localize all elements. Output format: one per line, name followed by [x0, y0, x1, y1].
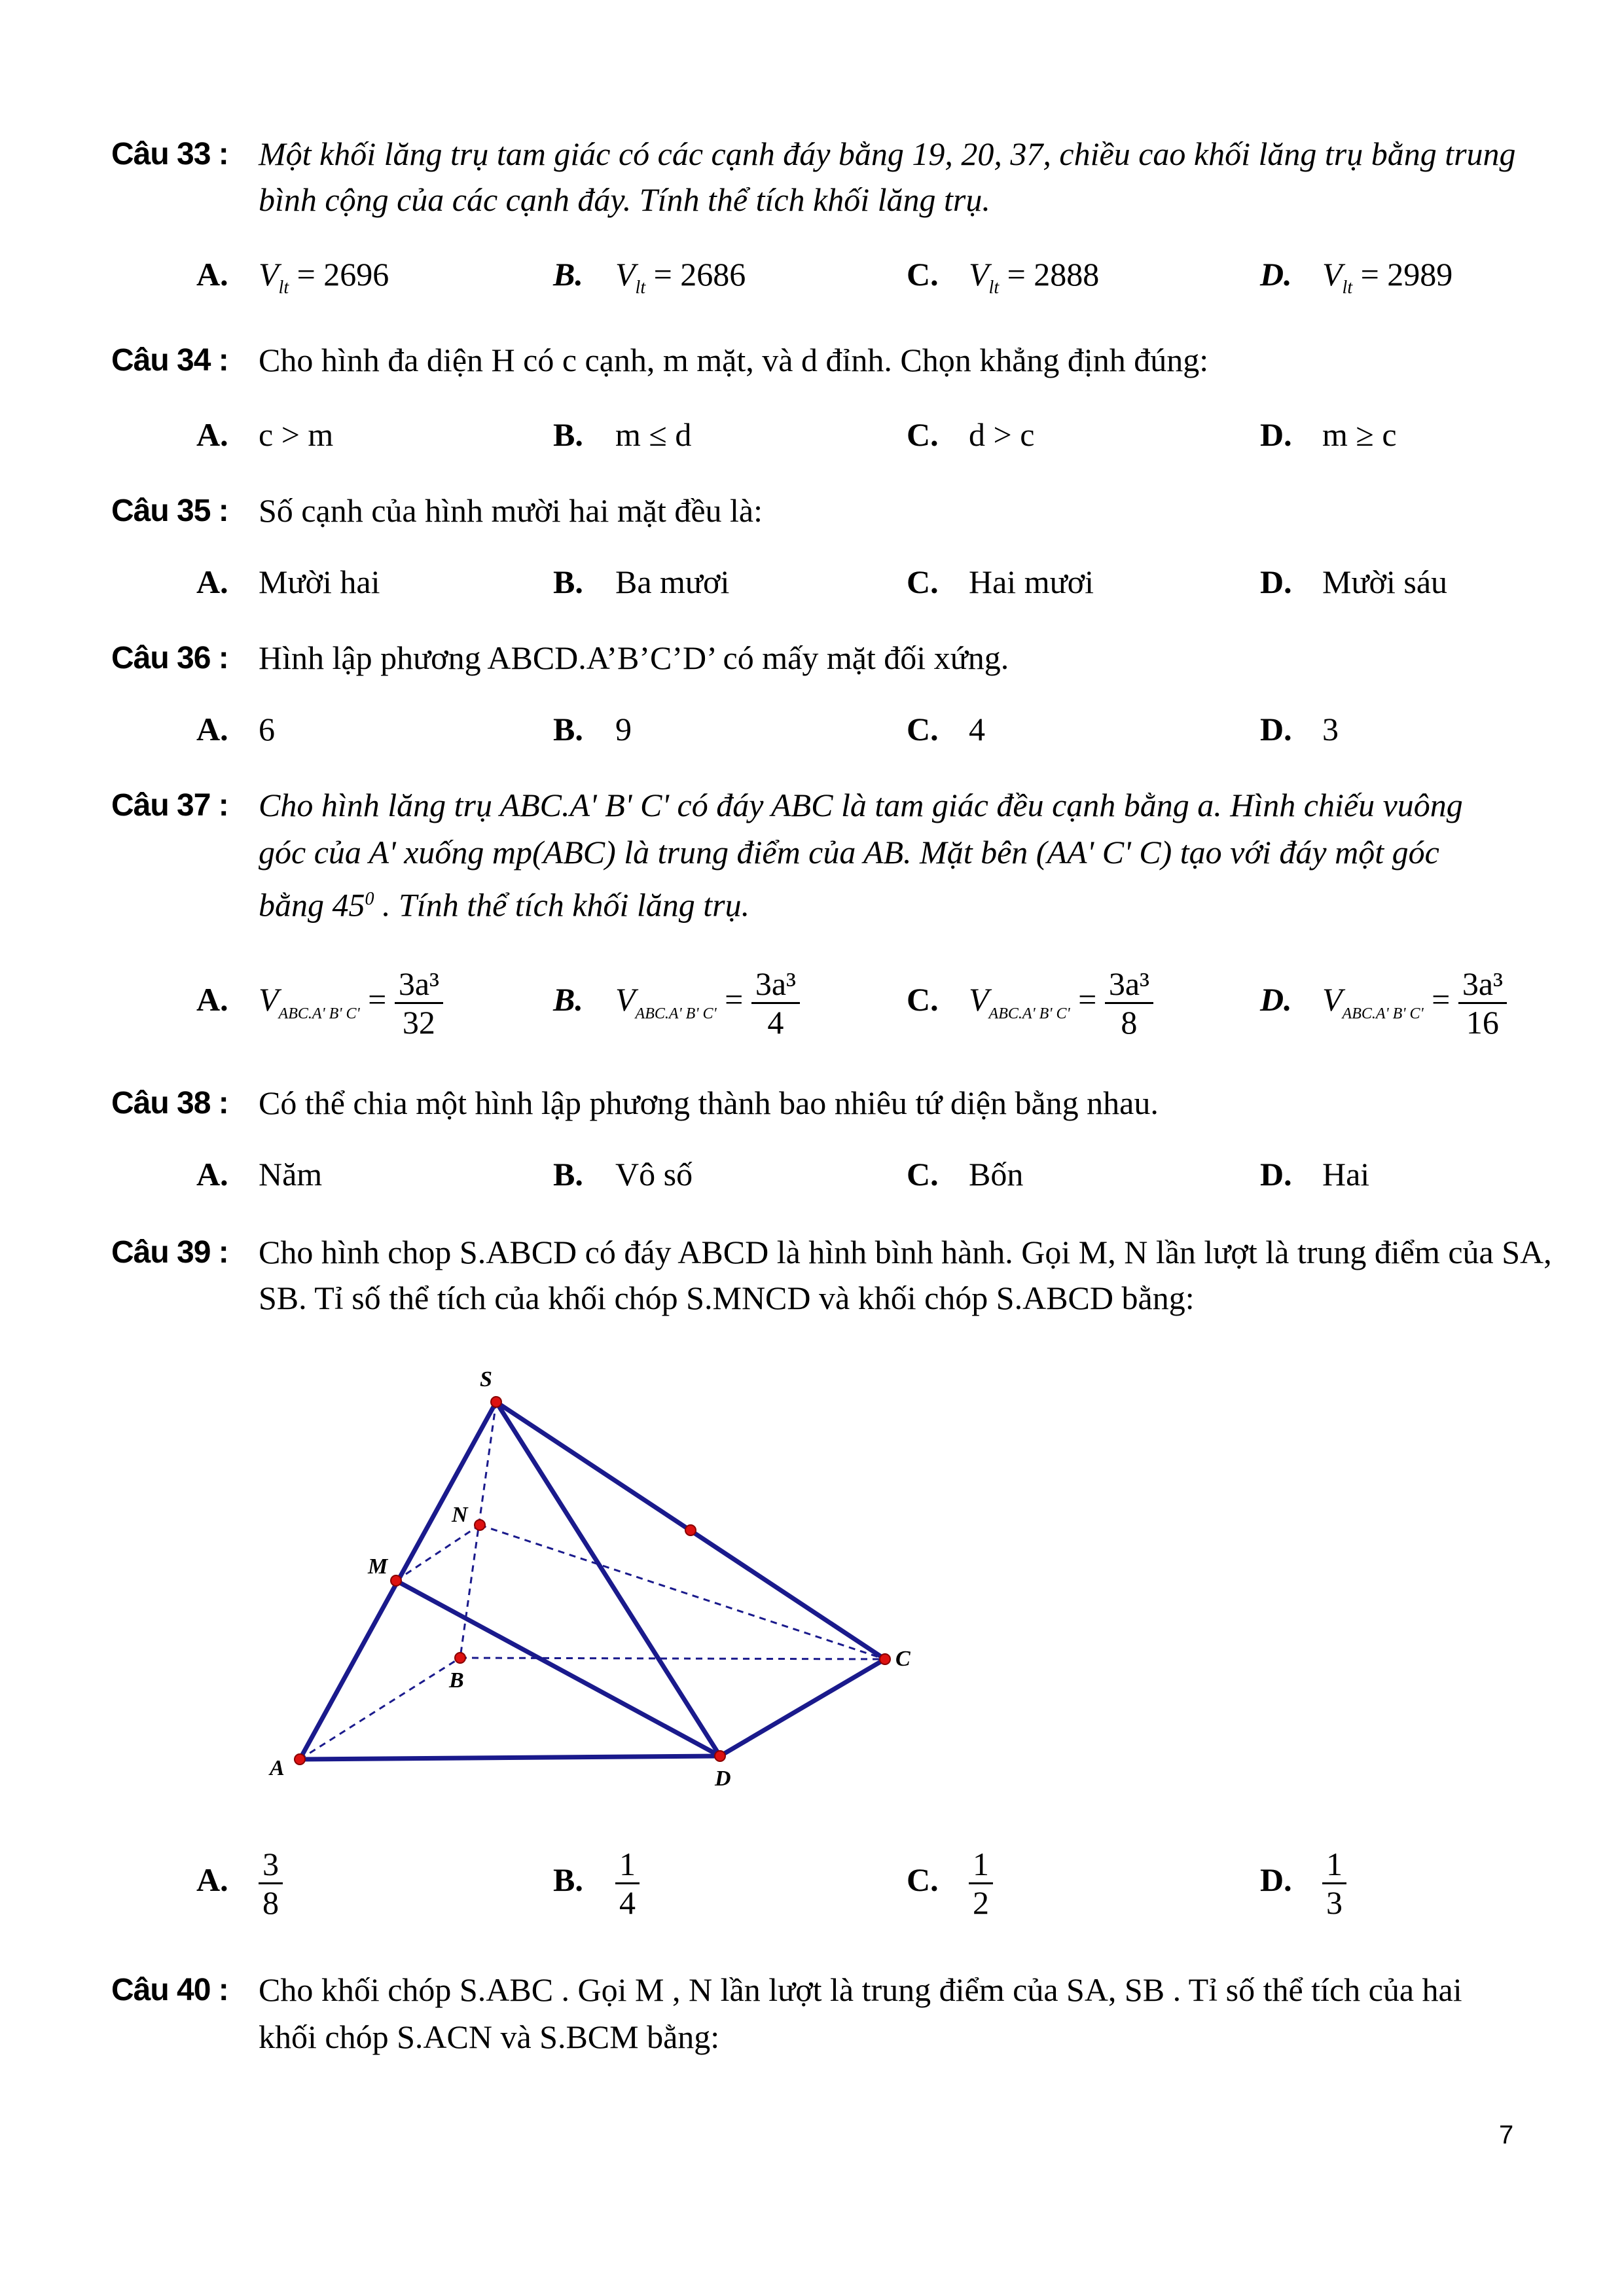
- page-number: 7: [1499, 2121, 1514, 2149]
- point-m: [391, 1575, 401, 1586]
- option-d[interactable]: D. $\frac{1}{3}$: [1260, 1846, 1346, 1931]
- point-n: [475, 1520, 485, 1530]
- option-c[interactable]: C. Bốn: [907, 1156, 1024, 1193]
- pyramid-figure: [249, 1348, 943, 1820]
- option-c[interactable]: C. 4: [907, 711, 985, 747]
- option-a[interactable]: A. $\frac{3}{8}$: [196, 1846, 283, 1931]
- option-b[interactable]: B. 9: [553, 711, 632, 747]
- question-label: Câu 36 :: [111, 641, 228, 675]
- option-c[interactable]: C. Hai mươi: [907, 564, 1094, 600]
- question-text-line-3: bằng $45^0$ . Tính thể tích khối lăng trụ.: [259, 886, 750, 924]
- option-b[interactable]: B. m ≤ d: [553, 416, 692, 453]
- answer-options: [111, 1155, 1578, 1208]
- question-text-line-2: khối chóp S.ACN và S.BCM bằng:: [259, 2018, 720, 2055]
- option-a[interactable]: A. Năm: [196, 1156, 323, 1193]
- option-d[interactable]: D. $V_{ABC.A' B' C'}$ = $\frac{\text{3a³}}{16}$: [1260, 965, 1507, 1050]
- point-sc-mid: [685, 1525, 696, 1535]
- edge-ad: [300, 1756, 720, 1759]
- question-label: Câu 37 :: [111, 788, 228, 823]
- question-text: Hình lập phương ABCD.A’B’C’D’ có mấy mặt đối xứng.: [259, 639, 1009, 676]
- edge-mn: [396, 1525, 480, 1581]
- point-a: [295, 1754, 305, 1765]
- question-label: Câu 38 :: [111, 1086, 228, 1121]
- option-c[interactable]: C. d > c: [907, 416, 1035, 453]
- edge-ab: [300, 1658, 460, 1759]
- option-a[interactable]: A. $V_{lt} = 2696$: [196, 256, 389, 298]
- question-label: Câu 39 :: [111, 1235, 228, 1270]
- question-label: Câu 40 :: [111, 1973, 228, 2007]
- label-m: M: [368, 1554, 388, 1579]
- option-b[interactable]: B. $V_{lt} = 2686$: [553, 256, 746, 298]
- edge-nc: [480, 1525, 885, 1659]
- option-a[interactable]: A. Mười hai: [196, 564, 380, 600]
- option-a[interactable]: A. c > m: [196, 416, 334, 453]
- question-text-line-2: góc của A' xuống mp(ABC) là trung điểm của AB. Mặt bên (AA' C' C) tạo với đáy một góc: [259, 834, 1439, 870]
- question-label: Câu 33 :: [111, 137, 228, 171]
- label-d: D: [715, 1767, 731, 1791]
- answer-options: [111, 416, 1578, 468]
- answer-options: [111, 255, 1578, 308]
- question-text: Có thể chia một hình lập phương thành bao nhiêu tứ diện bằng nhau.: [259, 1085, 1159, 1121]
- question-text: Cho hình đa diện H có c cạnh, m mặt, và d đỉnh. Chọn khẳng định đúng:: [259, 342, 1209, 378]
- option-b[interactable]: B. $\frac{1}{4}$: [553, 1846, 640, 1931]
- option-a[interactable]: A. 6: [196, 711, 275, 747]
- question-text-line-1: Cho hình lăng trụ ABC.A' B' C' có đáy ABC là tam giác đều cạnh bằng a. Hình chiếu vuông: [259, 787, 1463, 823]
- edge-sd: [496, 1402, 720, 1756]
- answer-options: [111, 563, 1578, 615]
- label-s: S: [480, 1367, 492, 1391]
- option-c[interactable]: C. $\frac{1}{2}$: [907, 1846, 993, 1931]
- edge-dc: [720, 1659, 885, 1756]
- option-c[interactable]: C. $V_{ABC.A' B' C'}$ = $\frac{\text{3a³}}{8}$: [907, 965, 1153, 1050]
- option-b[interactable]: B. Vô số: [553, 1156, 693, 1193]
- point-s: [491, 1397, 501, 1407]
- answer-options: [111, 965, 1578, 1050]
- option-c[interactable]: C. $V_{lt} = 2888$: [907, 256, 1100, 298]
- answer-options-39: [196, 1846, 1624, 1931]
- label-c: C: [895, 1647, 911, 1671]
- label-b: B: [449, 1668, 464, 1693]
- point-b: [455, 1653, 465, 1663]
- option-b[interactable]: B. $V_{ABC.A' B' C'}$ = $\frac{\text{3a³}}{4}$: [553, 965, 800, 1050]
- option-d[interactable]: D. $V_{lt} = 2989$: [1260, 256, 1453, 298]
- option-d[interactable]: D. 3: [1260, 711, 1339, 747]
- question-text: Cho hình chop S.ABCD có đáy ABCD là hình bình hành. Gọi M, N lần lượt là trung điểm của SA, SB. Tỉ số thể tích của khối chóp S.MNCD và khối chóp S.ABCD bằng:: [259, 1234, 1552, 1316]
- option-d[interactable]: D. m ≥ c: [1260, 416, 1397, 453]
- label-n: N: [452, 1503, 468, 1527]
- question-text-line-1: Cho khối chóp S.ABC . Gọi M , N lần lượt là trung điểm của SA, SB . Tỉ số thể tích của hai: [259, 1971, 1462, 2008]
- option-b[interactable]: B. Ba mươi: [553, 564, 730, 600]
- question-text: Số cạnh của hình mười hai mặt đều là:: [259, 492, 763, 529]
- question-label: Câu 35 :: [111, 493, 228, 528]
- point-d: [715, 1751, 725, 1761]
- question-text: Một khối lăng trụ tam giác có các cạnh đáy bằng 19, 20, 37, chiều cao khối lăng trụ bằng trung bình cộng của các cạnh đáy. Tính thể tích khối lăng trụ.: [259, 135, 1516, 218]
- edge-bc: [460, 1658, 885, 1659]
- option-a[interactable]: A. $V_{ABC.A' B' C'}$ = $\frac{\text{3a³}}{32}$: [196, 965, 443, 1050]
- question-label: Câu 34 :: [111, 343, 228, 378]
- option-d[interactable]: D. Mười sáu: [1260, 564, 1448, 600]
- point-c: [880, 1654, 890, 1664]
- option-d[interactable]: D. Hai: [1260, 1156, 1370, 1193]
- answer-options: [111, 710, 1578, 762]
- label-a: A: [270, 1756, 285, 1780]
